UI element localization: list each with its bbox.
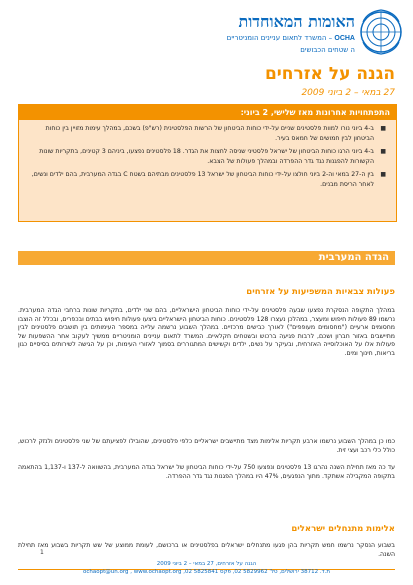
org-subtitle-text: – המשרד לתאום עניינים הומניטריים — [226, 34, 333, 42]
list-item: ■ ב-4 ביוני הרגו כוחות הביטחון של ישראל פלסטיני שניסה לחצות את הגדר. 18 פלסטינים נפצעו, ביניהם 3 קטינים, בתקריות שונות הקשורות להפגנות נגד גדר ההפרדה ובמהלך פעולות של הצבא. — [27, 147, 386, 166]
subheading-settler-violence: אלימות מתנחלים ישראלים — [291, 524, 395, 534]
footer — [18, 560, 395, 576]
paragraph: במהלך התקופה הנסקרת נפצעו שבעה פלסטינים על-ידי כוחות הביטחון הישראליים, בהם שני ילדים, בתקריות שונות ברחבי הגדה המערבית. נרשמו 89 פעולות חיפוש ומעצר, במהלכן נעצרו 128 פלסטינים. כוחות הביטחון הישראליים ביצעו פעולות חיפוש בבתים ובכפרים, ובכלל זה הוצבו מחסומים ארעיים ("מחסומים מעופפים") לאורך כבישים מרכזיים. במהלך השבוע נרשמה עלייה במספר העימותים בין תושבים פלסטינים לבין מתיישבים באזור חברון ושכם, לרבות פגיעה ברכוש ובשטחים חקלאיים. המשרד לתאום עניינים הומניטריים ממשיך לעקוב אחר ההשפעות של פעולות אלו על האוכלוסייה האזרחית, ובעיקר על נשים, ילדים וקשישים המתגוררים בסמוך לאזורי העימות, וכן על הגישה לשירותים בסיסיים כגון בריאות, חינוך ומים. — [18, 307, 396, 357]
org-subtitle — [227, 34, 355, 42]
updates-heading: התפתחויות אחרונות מאז שלישי, 2 ביוני: — [19, 105, 396, 120]
paragraph: בשבוע הנסקר נרשמו חמש תקריות בהן פגעו מתנחלים ישראלים בפלסטינים או ברכושם, לעומת ממוצע של שש תקריות בשבוע מאז תחילת השנה. — [18, 542, 395, 558]
list-item: ■ בין ה-27 במאי וה-2 ביוני חולצו על-ידי כוחות הביטחון של ישראל 13 פלסטינים מבתיהם בשטח C בגדה המערבית, בהם ילדים ונשים, לאחר הריסת מבנים. — [27, 170, 386, 189]
updates-box — [18, 104, 397, 222]
paragraph: עד כה מאז תחילת השנה נהרגו 13 פלסטינים ונפצעו 750 על-ידי כוחות הביטחון של ישראל בגדה המערבית, בהשוואה ל-137 ו-1,137 בהתאמה בתקופה המקבילה אשתקד. מתוך הנפגעים, 47% היו במהלך הפגנות נגד גדר ההפרדה. — [18, 464, 395, 480]
subheading-military: פעולות צבאיות המשפיעות על אזרחים — [246, 287, 395, 297]
page-number: 1 — [40, 549, 44, 556]
section-heading-bar — [18, 251, 395, 265]
section-title: הגדה המערבית — [318, 252, 389, 263]
org-name: האומות המאוחדות — [238, 12, 355, 31]
document-title: הגנה על אזרחים — [264, 64, 395, 84]
footer-contact: ת.ד. 38712 ירושלים, טל' 5829962 02, פקס 5825841 02, ochaopt@un.org , www.ochaopt.org — [83, 569, 330, 575]
un-emblem-icon — [357, 8, 405, 56]
footer-title: הגנה על אזרחים, 27 במאי – 2 ביוני 2009 — [156, 561, 257, 567]
header — [0, 0, 413, 62]
paragraph: כמו כן במהלך השבוע נרשמו ארבע תקריות אלימות מצד מתיישבים ישראליים כלפי פלסטינים, שהובילו לפציעתם של שני פלסטינים ולנזק לרכוש, כולל כלי רכב ועצי זית. — [18, 438, 395, 454]
ocha-label: OCHA — [334, 35, 355, 42]
org-region: ה שטחים הכבושים — [300, 46, 355, 54]
list-item: ■ ב-4 ביוני נורו למוות פלסטינים שניים על-ידי כוחות הביטחון של הרשות הפלסטינית (רש"פ) בשכם, במהלך עימות מזויין בין כוחות הביטחון לבין חמושים של חמאס בעיר. — [27, 124, 386, 143]
updates-list — [19, 120, 396, 190]
date-range: 27 במאי – 2 ביוני 2009 — [301, 88, 395, 98]
